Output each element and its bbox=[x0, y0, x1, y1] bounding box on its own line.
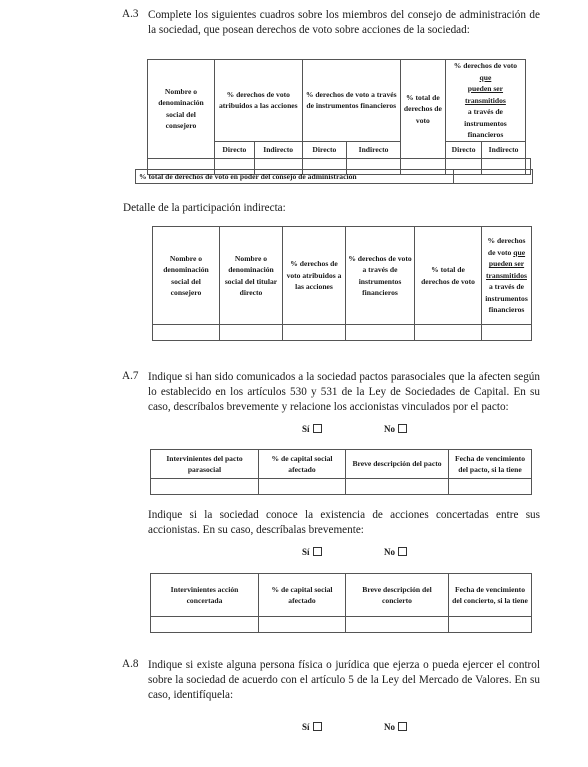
table-cell bbox=[220, 325, 283, 341]
section-a7-text: Indique si han sido comunicados a la sociedad pactos parasociales que la afecten según lo establecido en los artículos 530 y 531 de la Ley de Sociedades de Capital. En su caso, descríbalos brevemente y relacione los accionistas vinculados por el pacto: bbox=[148, 371, 540, 413]
section-number-a8: A.8 bbox=[122, 658, 139, 670]
checkbox-si-3[interactable] bbox=[313, 722, 322, 731]
indirect-participation-table bbox=[152, 226, 532, 341]
board-total-table bbox=[135, 169, 533, 184]
si-option-3[interactable]: Sí bbox=[302, 722, 322, 732]
table-cell bbox=[482, 325, 532, 341]
table-cell bbox=[153, 325, 220, 341]
section-a3-text: Complete los siguientes cuadros sobre los miembros del consejo de administración de la sociedad, que posean derechos de voto sobre acciones de la sociedad: bbox=[148, 9, 540, 36]
header-pacto-intervinientes: Intervinientes del pacto parasocial bbox=[151, 450, 259, 479]
checkbox-si-2[interactable] bbox=[313, 547, 322, 556]
header-pacto-capital: % de capital social afectado bbox=[259, 450, 346, 479]
table-cell bbox=[449, 479, 532, 495]
header-instrumentos: % derechos de voto a través de instrumentos financieros bbox=[302, 60, 400, 142]
table-cell bbox=[151, 479, 259, 495]
si-option-2[interactable]: Sí bbox=[302, 547, 322, 557]
table-cell bbox=[346, 617, 449, 633]
header-pacto-fecha: Fecha de vencimiento del pacto, si la tiene bbox=[449, 450, 532, 479]
concerted-actions-table bbox=[150, 573, 532, 633]
table-cell bbox=[346, 325, 415, 341]
header-indirecto-3: Indirecto bbox=[482, 141, 526, 158]
table-cell bbox=[449, 617, 532, 633]
header-concierto-capital: % de capital social afectado bbox=[259, 574, 346, 617]
header-t2-transmitidos: % derechos de voto que pueden ser transmitidos a través de instrumentos financieros bbox=[482, 227, 532, 325]
header-indirecto-2: Indirecto bbox=[347, 141, 401, 158]
total-label: % total de derechos de voto en poder del consejo de administración bbox=[136, 170, 454, 184]
header-concierto-descripcion: Breve descripción del concierto bbox=[346, 574, 449, 617]
si-option-1[interactable]: Sí bbox=[302, 424, 322, 434]
checkbox-no-2[interactable] bbox=[398, 547, 407, 556]
table-cell bbox=[151, 617, 259, 633]
table-cell bbox=[259, 617, 346, 633]
concerted-actions-text: Indique si la sociedad conoce la existencia de acciones concertadas entre sus accionistas. En su caso, descríbalas brevemente: bbox=[148, 509, 540, 536]
header-indirecto-1: Indirecto bbox=[254, 141, 302, 158]
header-t2-total: % total de derechos de voto bbox=[415, 227, 482, 325]
table-cell bbox=[259, 479, 346, 495]
header-t2-titular: Nombre o denominación social del titular directo bbox=[220, 227, 283, 325]
header-nombre: Nombre o denominación social del consejero bbox=[148, 60, 215, 159]
header-directo-1: Directo bbox=[215, 141, 255, 158]
detalle-label: Detalle de la participación indirecta: bbox=[123, 202, 286, 214]
checkbox-si-1[interactable] bbox=[313, 424, 322, 433]
total-value bbox=[454, 170, 533, 184]
no-option-2[interactable]: No bbox=[384, 547, 407, 557]
no-option-1[interactable]: No bbox=[384, 424, 407, 434]
section-number-a7: A.7 bbox=[122, 370, 139, 382]
header-directo-3: Directo bbox=[445, 141, 481, 158]
section-number-a3: A.3 bbox=[122, 8, 139, 20]
header-atribuidos: % derechos de voto atribuidos a las acciones bbox=[215, 60, 303, 142]
header-directo-2: Directo bbox=[302, 141, 347, 158]
checkbox-no-1[interactable] bbox=[398, 424, 407, 433]
shareholder-agreements-table bbox=[150, 449, 532, 495]
table-cell bbox=[283, 325, 346, 341]
header-concierto-fecha: Fecha de vencimiento del concierto, si la tiene bbox=[449, 574, 532, 617]
header-concierto-intervinientes: Intervinientes acción concertada bbox=[151, 574, 259, 617]
header-t2-consejero: Nombre o denominación social del consejero bbox=[153, 227, 220, 325]
header-t2-atribuidos: % derechos de voto atribuidos a las acciones bbox=[283, 227, 346, 325]
header-transmitidos: % derechos de voto que pueden ser transmitidos a través de instrumentos financieros bbox=[445, 60, 525, 142]
no-option-3[interactable]: No bbox=[384, 722, 407, 732]
section-a8-text: Indique si existe alguna persona física o jurídica que ejerza o pueda ejercer el control sobre la sociedad de acuerdo con el artículo 5 de la Ley del Mercado de Valores. En su caso, identifíquela: bbox=[148, 659, 540, 701]
header-pacto-descripcion: Breve descripción del pacto bbox=[346, 450, 449, 479]
checkbox-no-3[interactable] bbox=[398, 722, 407, 731]
header-total: % total de derechos de voto bbox=[400, 60, 445, 159]
table-cell bbox=[415, 325, 482, 341]
header-t2-instrumentos: % derechos de voto a través de instrumentos financieros bbox=[346, 227, 415, 325]
board-voting-rights-table bbox=[147, 59, 531, 175]
table-cell bbox=[346, 479, 449, 495]
